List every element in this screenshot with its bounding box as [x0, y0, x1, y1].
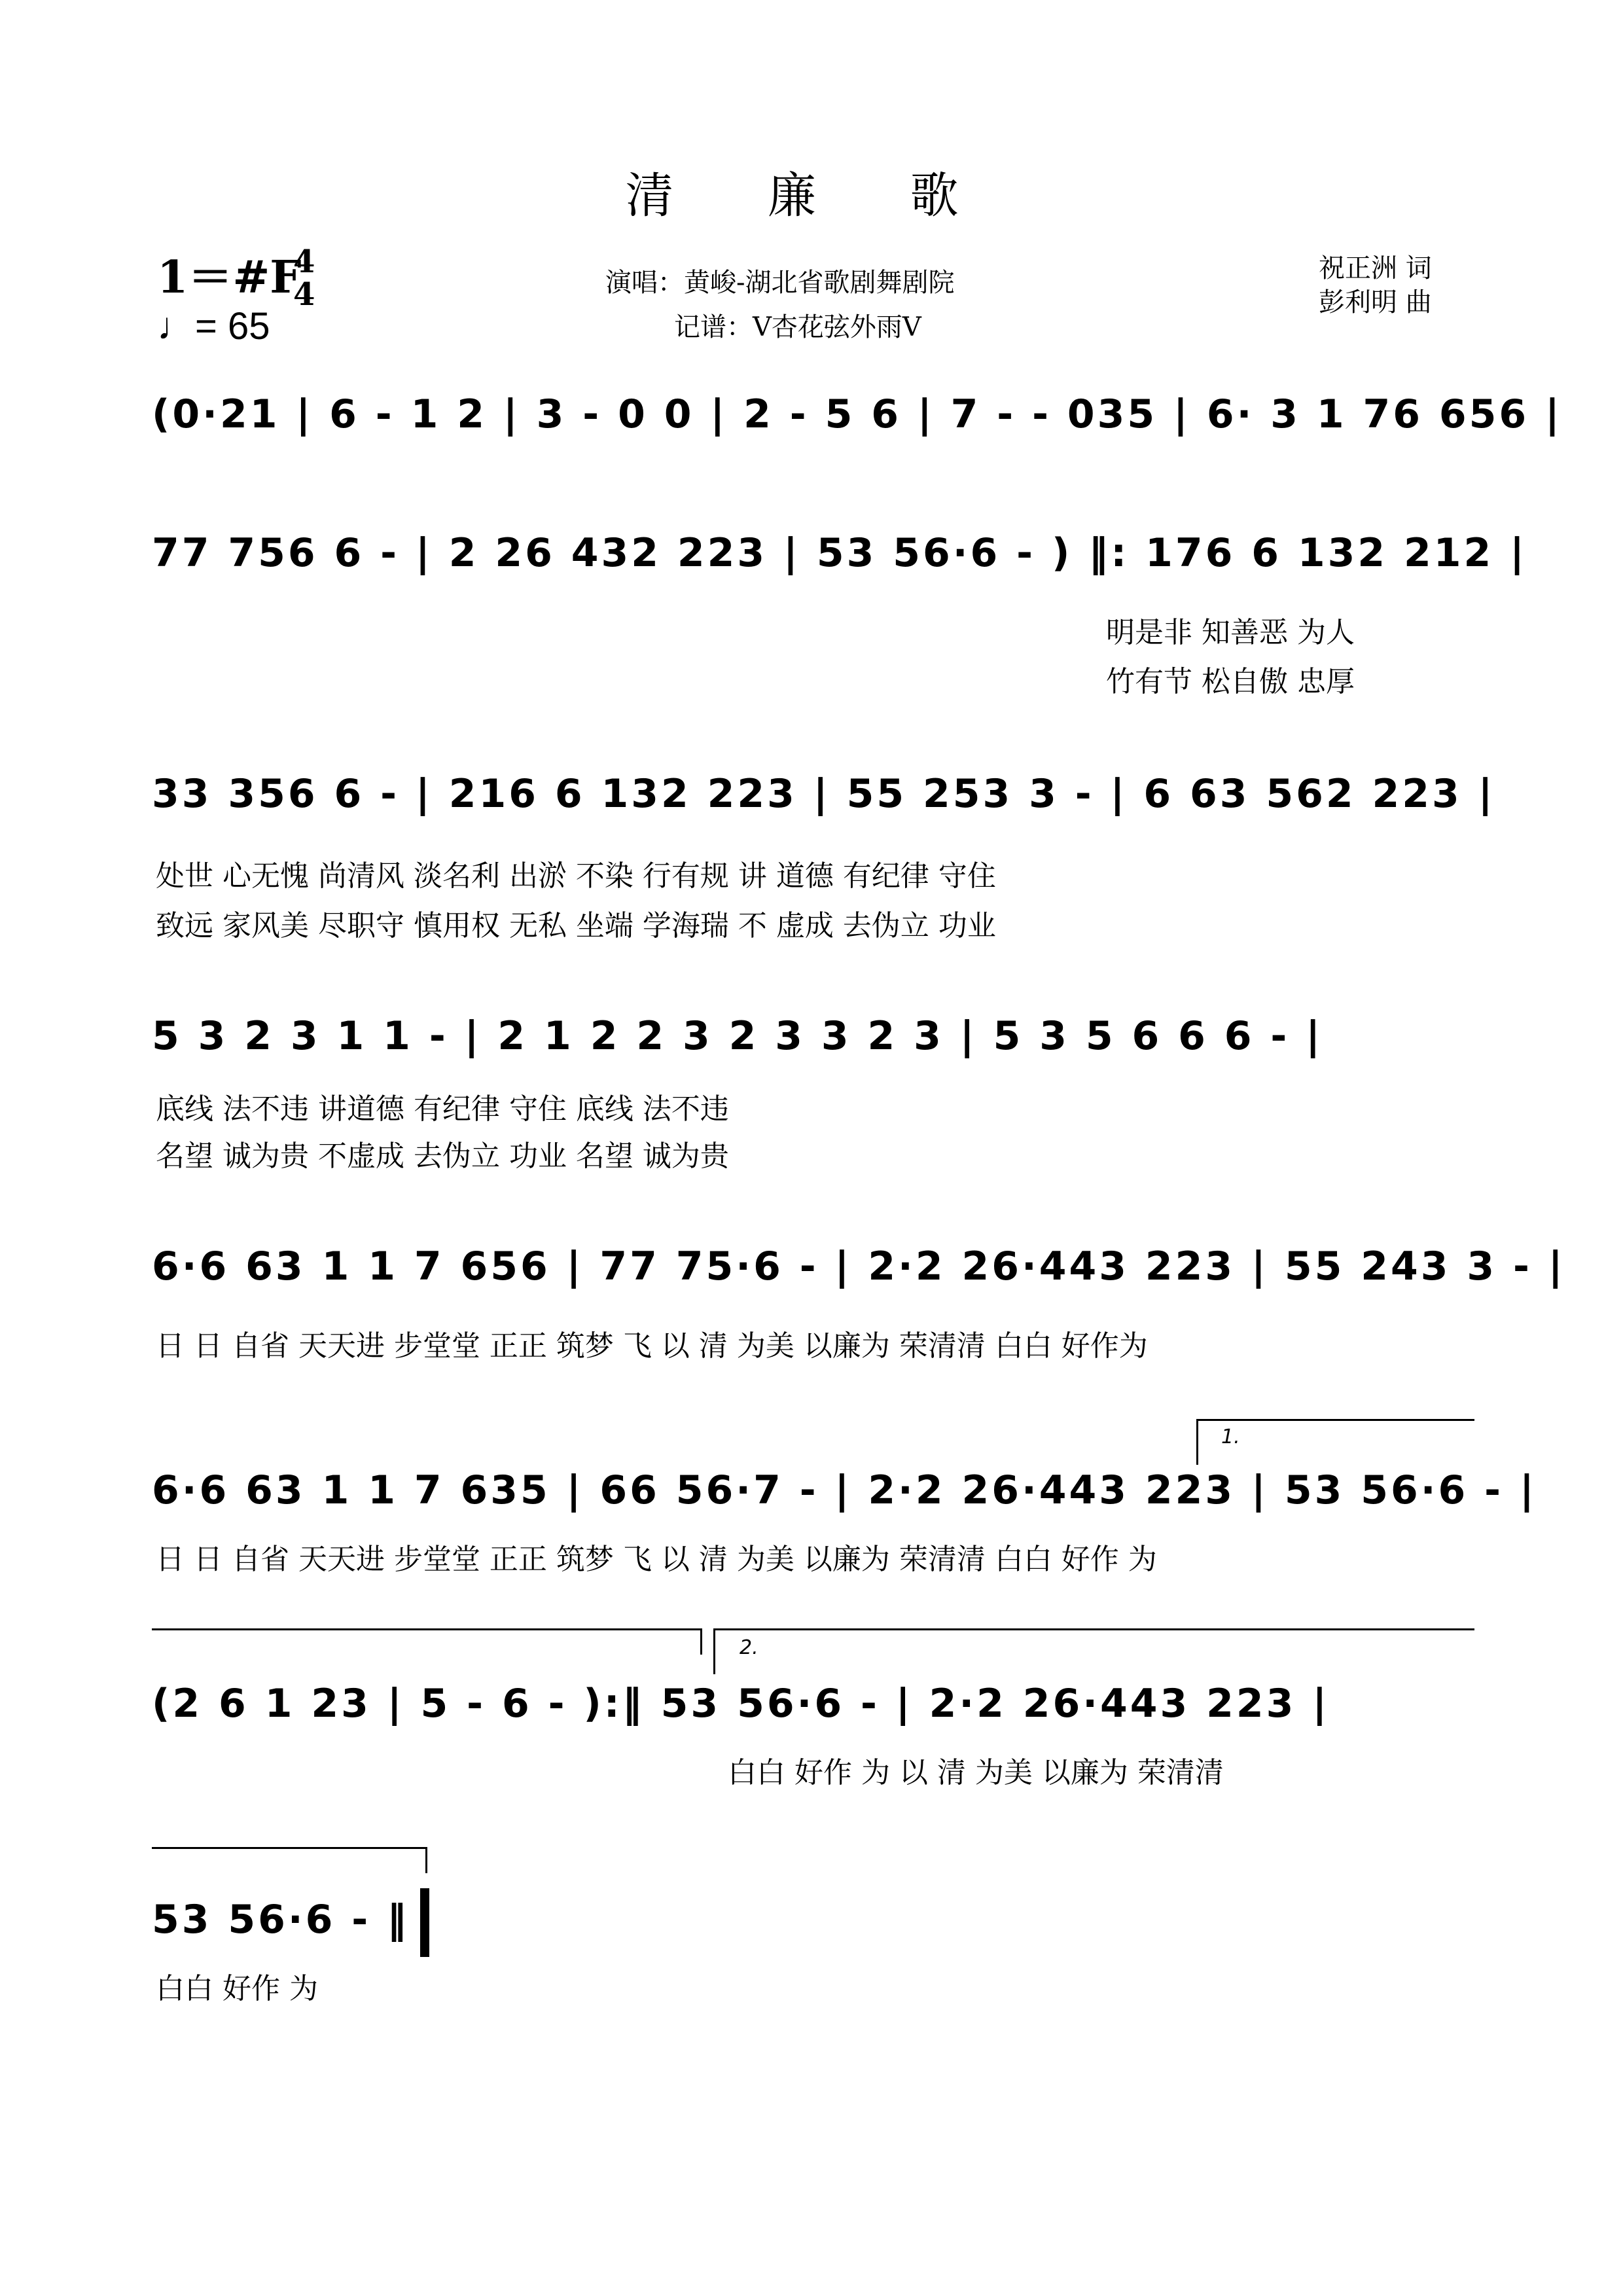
notation-line-2: 77 756 6 - | 2 26 432 223 | 53 56·6 - ) ‖: 176 6 132 212 |: [152, 530, 1527, 576]
time-signature: [293, 245, 315, 311]
singer-credit: 演唱：黄峻-湖北省歌剧舞剧院: [605, 268, 955, 298]
volta-1-number: 1.: [1221, 1426, 1240, 1448]
time-signature-top: 4: [293, 243, 315, 280]
lyricist-credit: 祝正洲 词: [1319, 253, 1432, 283]
volta-2-tick: [713, 1628, 715, 1674]
final-barline: [420, 1888, 429, 1957]
volta-2-bracket: [713, 1628, 1474, 1630]
lyric-line-3-verse-1: 处世 心无愧 尚清风 淡名利 出淤 不染 行有规 讲 道德 有纪律 守住: [156, 859, 996, 893]
lyric-line-2-verse-2: 竹有节 松自傲 忠厚: [1106, 665, 1355, 698]
lyric-line-6: 日 日 自省 天天进 步堂堂 正正 筑梦 飞 以 清 为美 以廉为 荣清清 白白 好作 为: [156, 1543, 1157, 1576]
composer-credit: 彭利明 曲: [1319, 287, 1432, 317]
transcriber-credit: 记谱：V杏花弦外雨V: [674, 312, 921, 342]
volta-2-continuation: [152, 1847, 425, 1849]
volta-2-number: 2.: [740, 1636, 758, 1659]
volta-1-continuation: [152, 1628, 700, 1630]
lyric-line-4-verse-2: 名望 诚为贵 不虚成 去伪立 功业 名望 诚为贵: [156, 1139, 729, 1173]
notation-line-1: (0·21 | 6 - 1 2 | 3 - 0 0 | 2 - 5 6 | 7 - - 035 | 6· 3 1 76 656 |: [152, 391, 1562, 437]
tempo-marking: ♩= 65: [157, 305, 270, 348]
notation-line-8: 53 56·6 - ‖: [152, 1897, 410, 1943]
lyric-line-2-verse-1: 明是非 知善恶 为人: [1106, 616, 1355, 649]
lyric-line-7: 白白 好作 为 以 清 为美 以廉为 荣清清: [728, 1756, 1224, 1789]
volta-1-tick: [1196, 1419, 1198, 1465]
lyric-line-8: 白白 好作 为: [156, 1972, 318, 2005]
notation-line-7: (2 6 1 23 | 5 - 6 - ):‖ 53 56·6 - | 2·2 26·443 223 |: [152, 1681, 1330, 1727]
lyric-line-4-verse-1: 底线 法不违 讲道德 有纪律 守住 底线 法不违: [156, 1092, 729, 1126]
volta-1-bracket: [1196, 1419, 1474, 1421]
volta-1-end-tick: [700, 1628, 702, 1655]
notation-line-4: 5 3 2 3 1 1 - | 2 1 2 2 3 2 3 3 2 3 | 5 3 5 6 6 6 - |: [152, 1013, 1323, 1059]
notation-line-5: 6·6 63 1 1 7 656 | 77 75·6 - | 2·2 26·443 223 | 55 243 3 - |: [152, 1244, 1565, 1289]
page-title: 清 廉 歌: [625, 168, 998, 224]
lyric-line-3-verse-2: 致远 家风美 尽职守 慎用权 无私 坐端 学海瑞 不 虚成 去伪立 功业: [156, 909, 996, 942]
time-signature-bottom: 4: [293, 276, 315, 313]
lyric-line-5: 日 日 自省 天天进 步堂堂 正正 筑梦 飞 以 清 为美 以廉为 荣清清 白白 好作为: [156, 1329, 1148, 1363]
notation-line-6: 6·6 63 1 1 7 635 | 66 56·7 - | 2·2 26·443 223 | 53 56·6 - |: [152, 1467, 1537, 1513]
key-signature: 1＝#F: [157, 251, 302, 304]
notation-line-3: 33 356 6 - | 216 6 132 223 | 55 253 3 - | 6 63 562 223 |: [152, 771, 1495, 817]
volta-2-end-tick: [425, 1847, 427, 1873]
